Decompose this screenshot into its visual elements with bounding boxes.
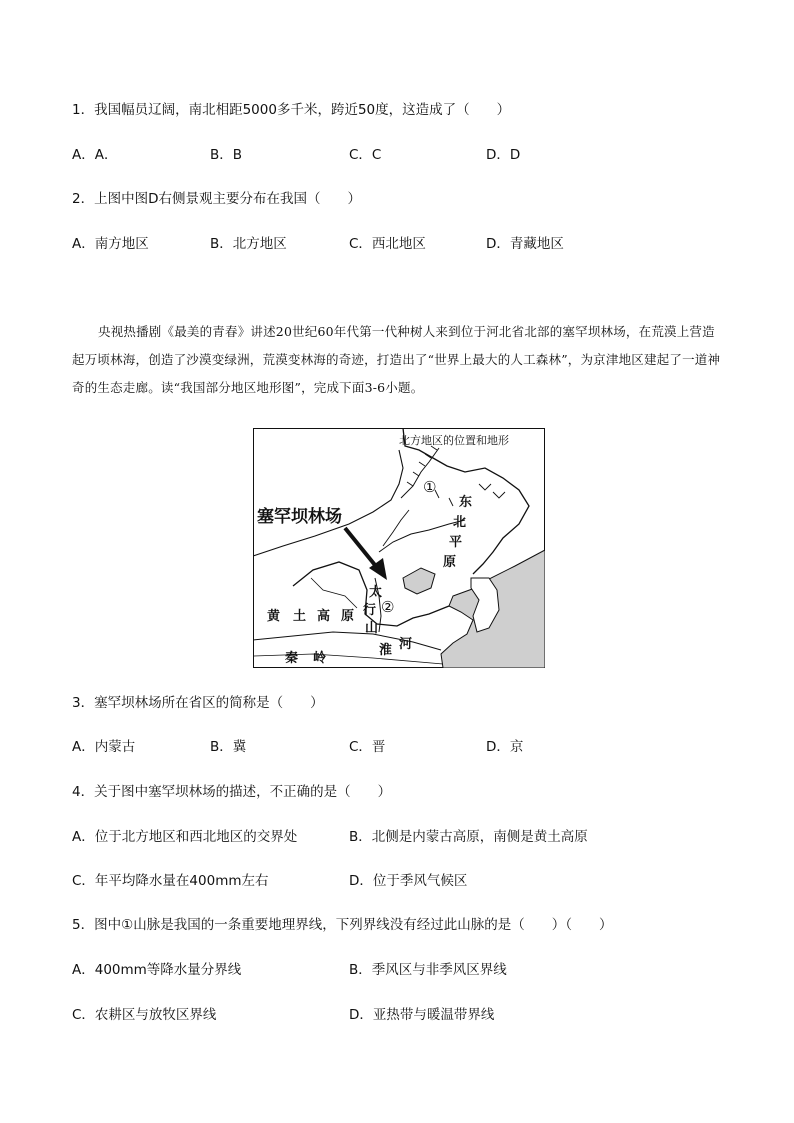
label-shan: 山	[365, 621, 379, 636]
label-tai: 太	[369, 585, 383, 600]
q1-option-b: B．B	[210, 147, 243, 163]
label-gao: 高	[317, 609, 331, 624]
q3-option-c: C．晋	[349, 739, 386, 755]
label-yuan2: 原	[341, 609, 355, 624]
q4-option-b: B．北侧是内蒙古高原，南侧是黄土高原	[349, 829, 588, 845]
q2-option-b: B．北方地区	[210, 236, 287, 252]
q3-option-d: D．京	[486, 739, 524, 755]
q3-option-b: B．冀	[210, 739, 247, 755]
label-forest: 塞罕坝林场	[257, 507, 342, 527]
q5-option-b: B．季风区与非季风区界线	[349, 962, 507, 978]
q5-option-a: A．400mm等降水量分界线	[72, 962, 242, 978]
q3-option-a: A．内蒙古	[72, 739, 136, 755]
label-he: 河	[399, 637, 413, 652]
q1-option-d: D．D	[486, 147, 521, 163]
label-qin: 秦	[285, 651, 299, 666]
q1-option-c: C．C	[349, 147, 382, 163]
q2-option-d: D．青藏地区	[486, 236, 564, 252]
label-bei: 北	[453, 515, 467, 530]
label-huai: 淮	[379, 643, 393, 658]
terrain-map	[253, 428, 545, 668]
q2-option-a: A．南方地区	[72, 236, 149, 252]
q2-option-c: C．西北地区	[349, 236, 426, 252]
map-title: 北方地区的位置和地形	[399, 434, 509, 447]
label-yuan: 原	[443, 555, 457, 570]
q4-option-d: D．位于季风气候区	[349, 873, 468, 889]
label-ping: 平	[449, 535, 463, 550]
label-tu: 土	[293, 609, 307, 624]
question-4-stem: 4．关于图中塞罕坝林场的描述，不正确的是（ ）	[72, 784, 392, 800]
q5-option-d: D．亚热带与暖温带界线	[349, 1007, 495, 1023]
question-3-stem: 3．塞罕坝林场所在省区的简称是（ ）	[72, 695, 324, 711]
reading-passage: 央视热播剧《最美的青春》讲述20世纪60年代第一代种树人来到位于河北省北部的塞罕坝林场，在荒漠上营造起万顷林海，创造了沙漠变绿洲，荒漠变林海的奇迹，打造出了“世界上最大的人工森林”，为京津地区建起了一道神奇的生态走廊。读“我国部分地区地形图”，完成下面3-6小题。	[72, 324, 721, 395]
label-dong: 东	[459, 495, 473, 510]
question-1-stem: 1．我国幅员辽阔，南北相距5000多千米，跨近50度，这造成了（ ）	[72, 102, 511, 118]
label-circle-2: ②	[381, 598, 395, 616]
label-hang: 行	[363, 603, 377, 618]
q4-option-c: C．年平均降水量在400mm左右	[72, 873, 269, 889]
label-circle-1: ①	[423, 478, 437, 496]
question-5-stem: 5．图中①山脉是我国的一条重要地理界线，下列界线没有经过此山脉的是（ ）（ ）	[72, 917, 613, 933]
q4-option-a: A．位于北方地区和西北地区的交界处	[72, 829, 298, 845]
label-ling: 岭	[313, 651, 327, 666]
question-2-stem: 2．上图中图D右侧景观主要分布在我国（ ）	[72, 191, 361, 207]
label-huang: 黄	[267, 609, 281, 624]
q1-option-a: A．A．	[72, 147, 118, 163]
q5-option-c: C．农耕区与放牧区界线	[72, 1007, 217, 1023]
